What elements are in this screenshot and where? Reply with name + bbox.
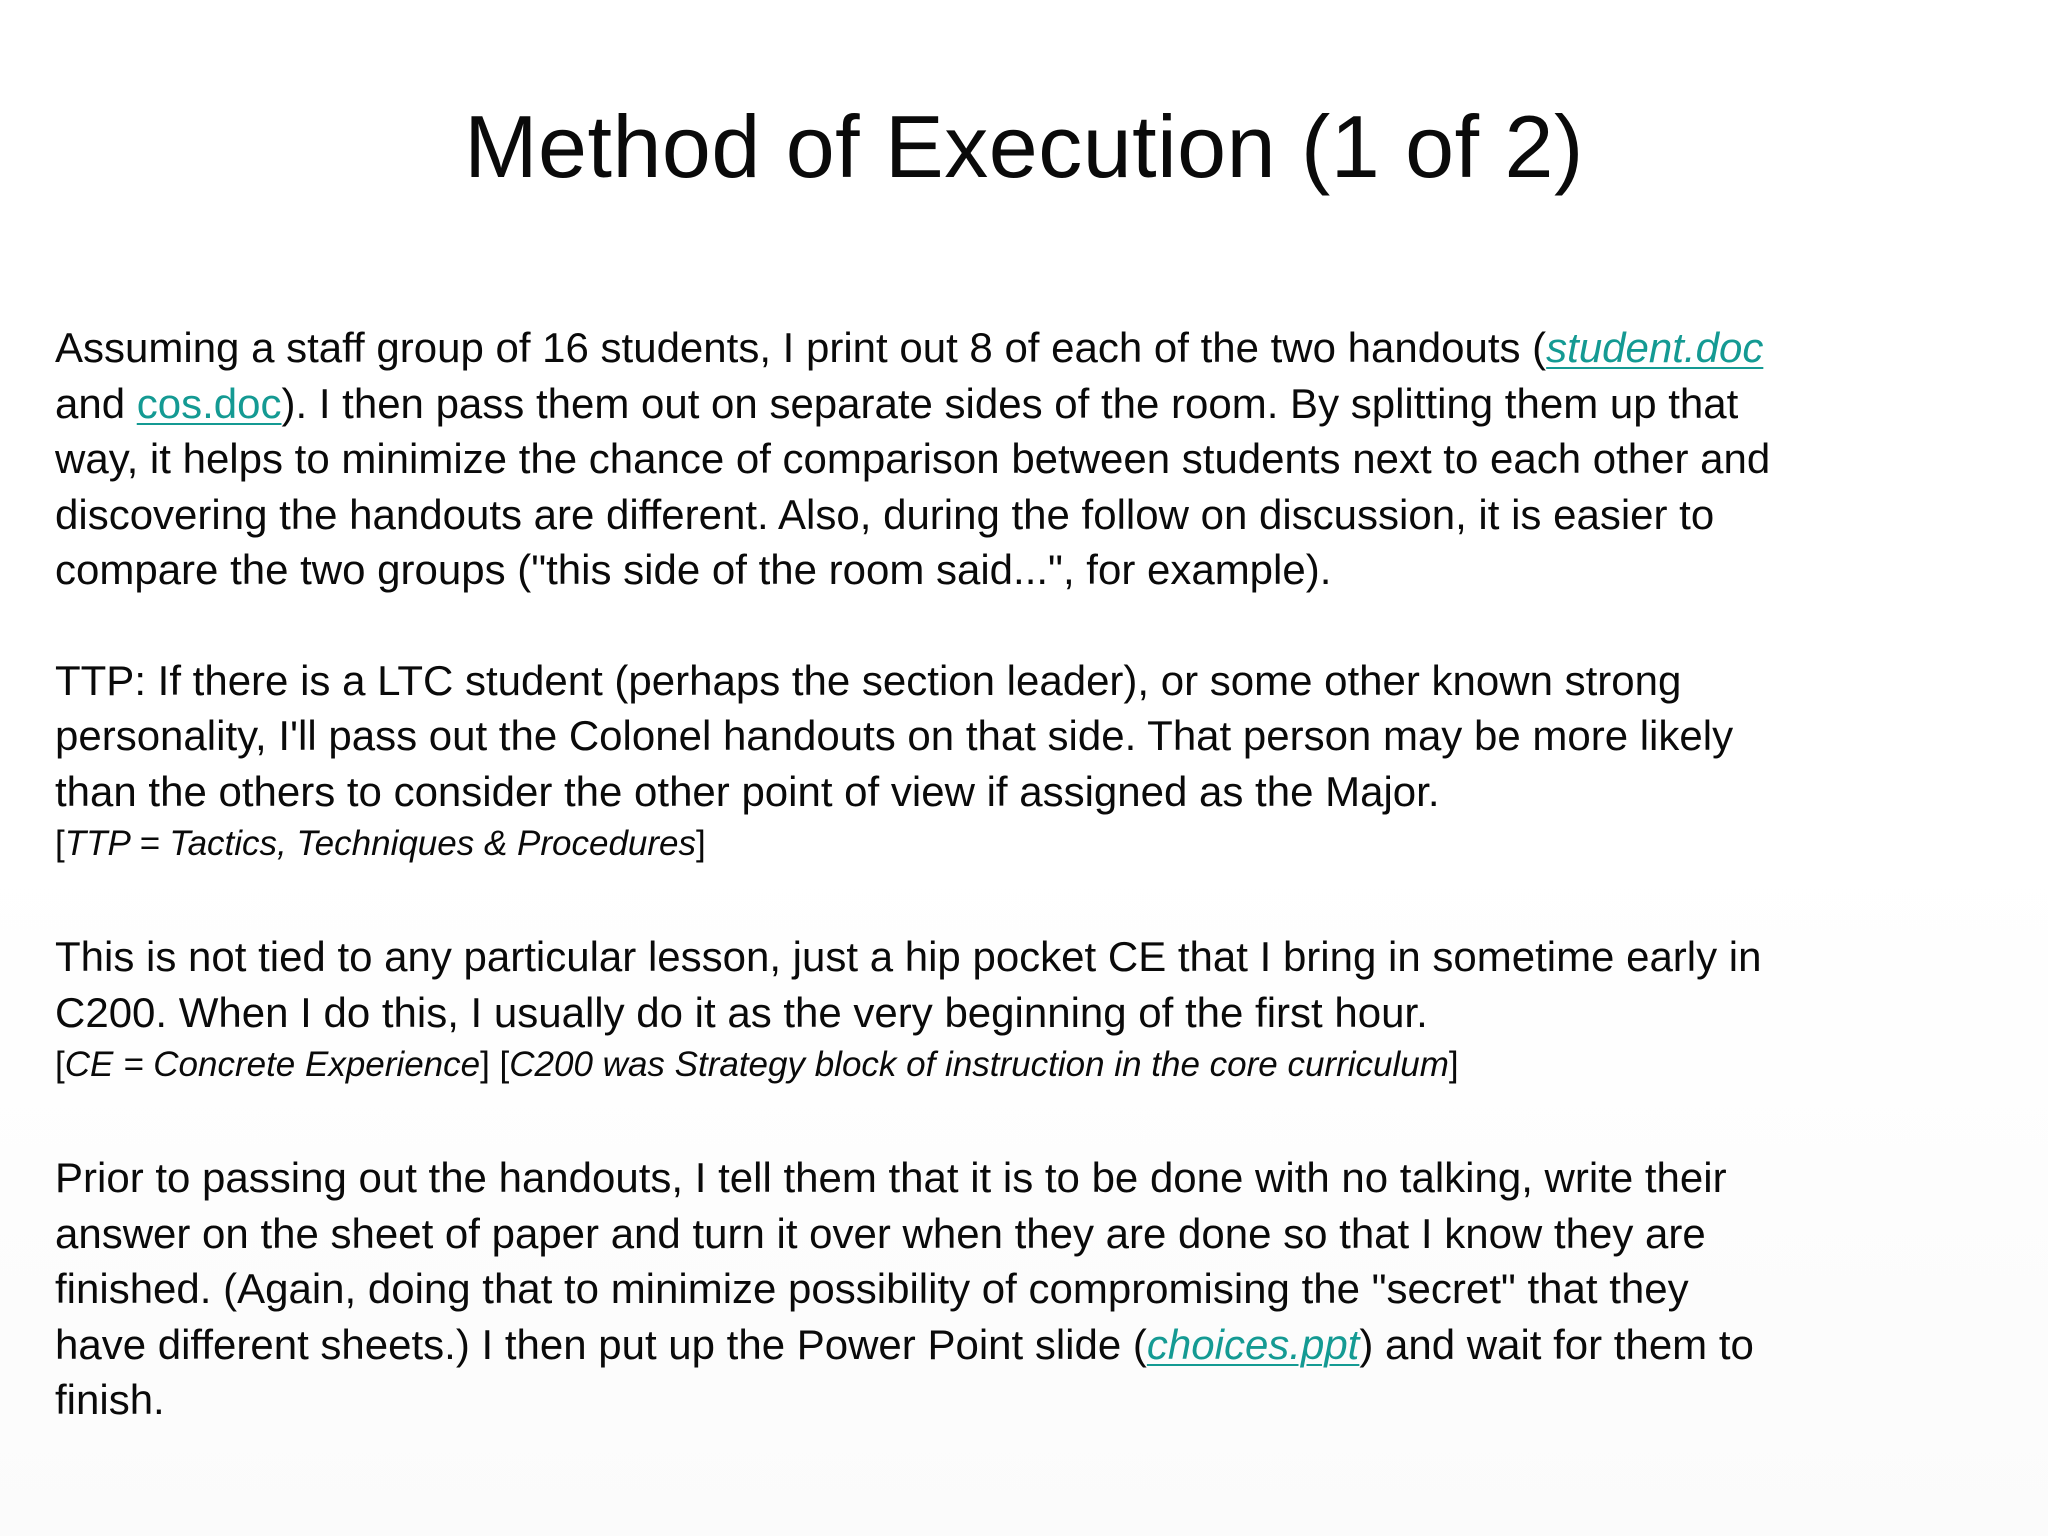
text-segment: ) and wait for them to bbox=[1359, 1320, 1754, 1368]
paragraph-spacer bbox=[55, 1090, 2015, 1150]
bracket: ] [ bbox=[480, 1045, 510, 1084]
text-line: Prior to passing out the handouts, I tell them that it is to be done with no talking, write their bbox=[55, 1154, 1727, 1201]
ttp-definition-note bbox=[55, 819, 2015, 869]
text-line: finished. (Again, doing that to minimize possibility of compromising the "secret" that they bbox=[55, 1265, 1689, 1312]
paragraph-instructions bbox=[55, 1150, 2015, 1428]
text-line bbox=[55, 320, 2015, 376]
text-segment: and bbox=[55, 379, 137, 427]
text-line: finish. bbox=[55, 1376, 165, 1423]
ce-c200-definition-note bbox=[55, 1040, 2015, 1090]
cos-doc-link[interactable]: cos.doc bbox=[136, 379, 282, 427]
text-line bbox=[55, 1317, 2015, 1373]
text-line: way, it helps to minimize the chance of comparison between students next to each other and bbox=[55, 435, 1771, 482]
text-line: This is not tied to any particular lesson, just a hip pocket CE that I bring in sometime early in bbox=[55, 933, 1762, 980]
text-segment: Assuming a staff group of 16 students, I print out 8 of each of the two handouts ( bbox=[55, 324, 1547, 371]
text-line: compare the two groups ("this side of the room said...", for example). bbox=[55, 546, 1332, 593]
text-segment: ). I then pass them out on separate sides of the room. By splitting them up that bbox=[281, 379, 1739, 427]
text-line: discovering the handouts are different. Also, during the follow on discussion, it is easier to bbox=[55, 490, 1715, 538]
text-line: than the others to consider the other point of view if assigned as the Major. bbox=[55, 767, 1440, 815]
text-line: TTP: If there is a LTC student (perhaps the section leader), or some other known strong bbox=[55, 656, 1682, 704]
text-line: answer on the sheet of paper and turn it over when they are done so that I know they are bbox=[55, 1209, 1706, 1257]
paragraph-spacer bbox=[55, 598, 2015, 653]
text-line bbox=[55, 376, 2015, 432]
bracket: [ bbox=[55, 824, 65, 863]
bracket: ] bbox=[1448, 1045, 1459, 1084]
slide-title: Method of Execution (1 of 2) bbox=[464, 97, 1584, 196]
text-line: C200. When I do this, I usually do it as the very beginning of the first hour. bbox=[55, 988, 1428, 1036]
paragraph-lesson bbox=[55, 929, 2015, 1090]
bracket: ] bbox=[696, 824, 706, 863]
student-doc-link[interactable]: student.doc bbox=[1546, 324, 1764, 371]
ttp-definition-text: TTP = Tactics, Techniques & Procedures bbox=[64, 824, 697, 863]
paragraph-handouts bbox=[55, 320, 2015, 598]
slide-body bbox=[55, 320, 2015, 1428]
text-segment: have different sheets.) I then put up the Power Point slide ( bbox=[55, 1320, 1147, 1368]
paragraph-ttp bbox=[55, 653, 2015, 870]
choices-ppt-link[interactable]: choices.ppt bbox=[1146, 1320, 1360, 1368]
ce-definition-text: CE = Concrete Experience bbox=[64, 1045, 481, 1084]
bracket: [ bbox=[55, 1045, 65, 1084]
paragraph-spacer bbox=[55, 869, 2015, 929]
c200-definition-text: C200 was Strategy block of instruction in the core curriculum bbox=[509, 1045, 1449, 1084]
text-line: personality, I'll pass out the Colonel handouts on that side. That person may be more likely bbox=[55, 712, 1734, 759]
